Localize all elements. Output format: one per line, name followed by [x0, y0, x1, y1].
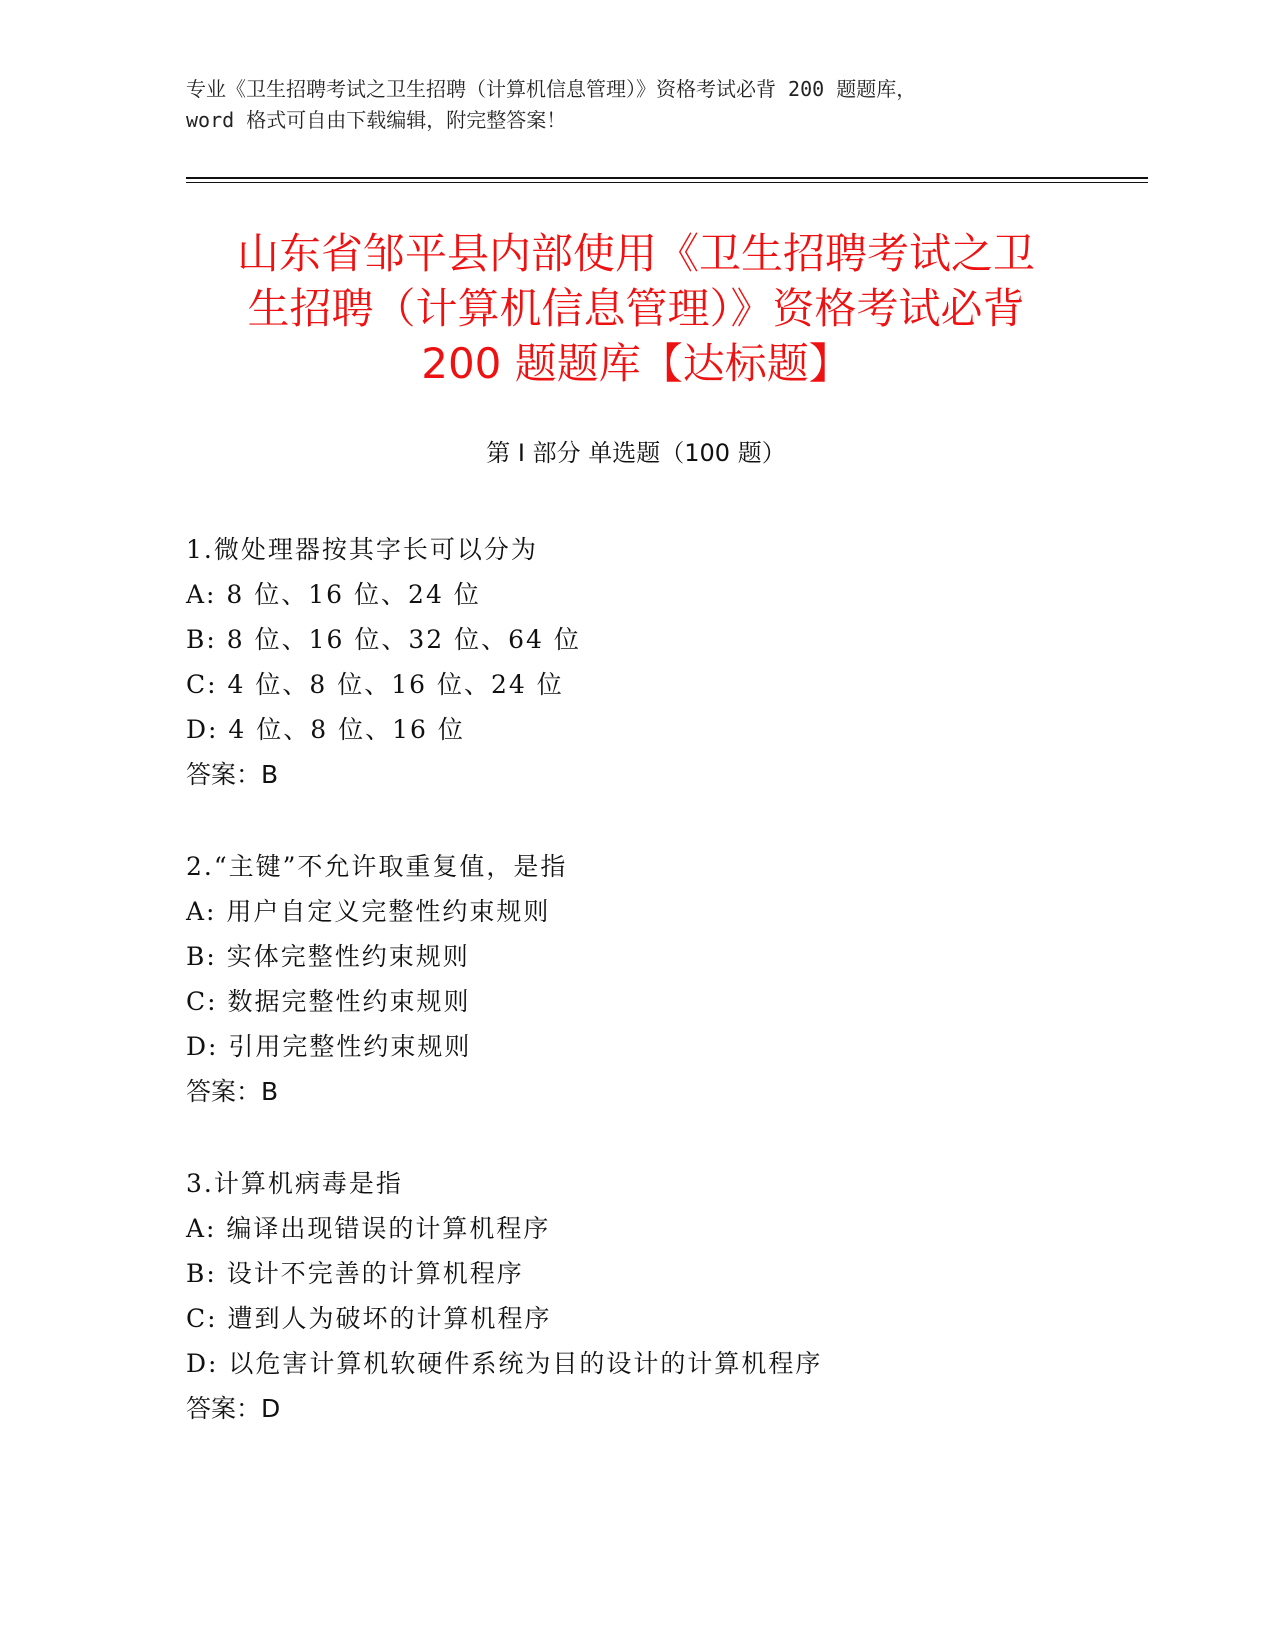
question-stem: 2.“主键”不允许取重复值，是指	[186, 852, 568, 881]
title-line-3: 200 题题库【达标题】	[421, 339, 851, 388]
answer: 答案：B	[186, 1077, 279, 1106]
question-stem: 1.微处理器按其字长可以分为	[186, 535, 538, 564]
section-heading: 第 I 部分 单选题（100 题）	[486, 439, 786, 467]
option-a: A: 编译出现错误的计算机程序	[186, 1214, 551, 1243]
option-c: C: 4 位、8 位、16 位、24 位	[186, 670, 564, 699]
answer: 答案：B	[186, 760, 279, 789]
option-b: B: 8 位、16 位、32 位、64 位	[186, 625, 581, 654]
title-line-2: 生招聘（计算机信息管理）》资格考试必背	[247, 284, 1025, 333]
question-3	[186, 1161, 1146, 1431]
option-a: A: 8 位、16 位、24 位	[186, 580, 481, 609]
option-c: C: 遭到人为破坏的计算机程序	[186, 1304, 552, 1333]
header-note-line-1: 专业《卫生招聘考试之卫生招聘（计算机信息管理）》资格考试必背 200 题题库，	[186, 77, 917, 101]
header-note-line-2: word 格式可自由下载编辑，附完整答案！	[186, 108, 567, 132]
document-header-note	[186, 74, 1086, 136]
option-d: D: 以危害计算机软硬件系统为目的设计的计算机程序	[186, 1349, 823, 1378]
header-divider-thick	[186, 177, 1148, 179]
header-divider-thin	[186, 182, 1148, 183]
question-2	[186, 844, 1146, 1114]
title-line-1: 山东省邹平县内部使用《卫生招聘考试之卫	[236, 229, 1035, 278]
option-c: C: 数据完整性约束规则	[186, 987, 471, 1016]
question-stem: 3.计算机病毒是指	[186, 1169, 403, 1198]
option-d: D: 4 位、8 位、16 位	[186, 715, 465, 744]
option-b: B: 设计不完善的计算机程序	[186, 1259, 524, 1288]
answer: 答案：D	[186, 1394, 281, 1423]
question-1	[186, 527, 1146, 797]
option-b: B: 实体完整性约束规则	[186, 942, 470, 971]
option-d: D: 引用完整性约束规则	[186, 1032, 472, 1061]
document-title	[186, 226, 1086, 391]
option-a: A: 用户自定义完整性约束规则	[186, 897, 551, 926]
